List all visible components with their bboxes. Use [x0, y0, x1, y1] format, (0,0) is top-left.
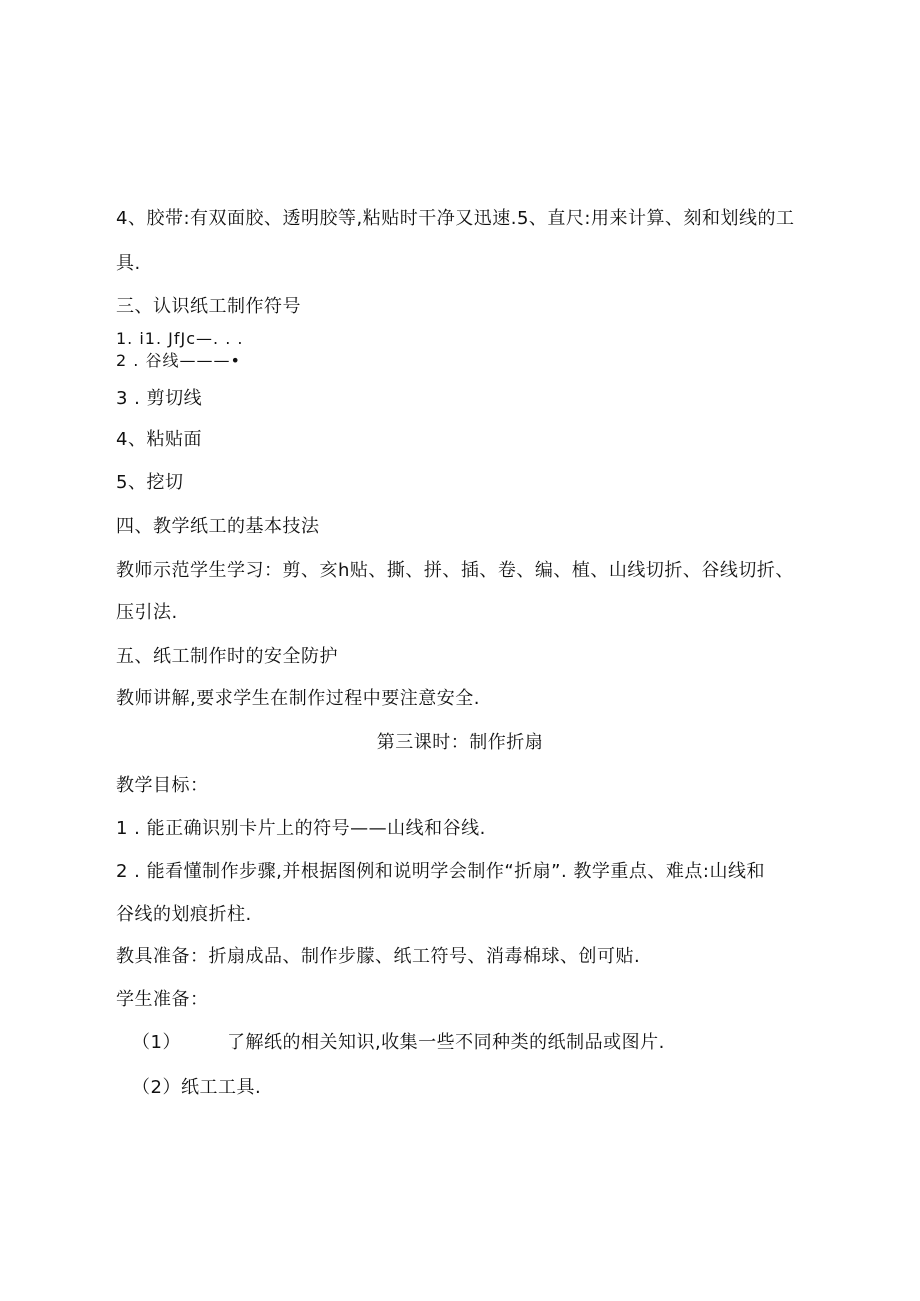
text-line-safety: 教师讲解,要求学生在制作过程中要注意安全.	[116, 688, 480, 709]
section-heading-safety: 五、纸工制作时的安全防护	[116, 646, 338, 667]
list-item-mountain-line: 1. i1. JfJc—. . .	[116, 329, 244, 348]
text-line-tools-end: 具.	[116, 253, 141, 274]
goal-item-1: 1 . 能正确识别卡片上的符号——山线和谷线.	[116, 818, 486, 839]
list-item-cutout: 5、挖切	[116, 472, 184, 493]
text-line-demonstration-end: 压引法.	[116, 602, 178, 623]
list-item-cut-line: 3 . 剪切线	[116, 388, 203, 409]
lesson-title: 第三课时：制作折扇	[376, 732, 544, 753]
section-heading-student-prep: 学生准备：	[116, 989, 209, 1010]
student-prep-item-2: （2）纸工工具.	[132, 1077, 262, 1098]
section-heading-techniques: 四、教学纸工的基本技法	[116, 516, 320, 537]
text-line-demonstration: 教师示范学生学习：剪、亥h贴、撕、拼、插、卷、编、植、山线切折、谷线切折、	[116, 560, 794, 581]
goal-item-2: 2 . 能看懂制作步骤,并根据图例和说明学会制作“折扇”. 教学重点、难点:山线和	[116, 861, 765, 882]
text-line-tape-ruler: 4、胶带:有双面胶、透明胶等,粘贴时干净又迅速.5、直尺:用来计算、刻和划线的工	[116, 208, 795, 229]
item-text: 了解纸的相关知识,收集一些不同种类的纸制品或图片.	[226, 1032, 665, 1053]
list-item-glue-surface: 4、粘贴面	[116, 429, 202, 450]
section-heading-goals: 教学目标：	[116, 775, 209, 796]
text-line-teaching-aids: 教具准备：折扇成品、制作步朦、纸工符号、消毒棉球、创可贴.	[116, 946, 641, 967]
goal-item-2-end: 谷线的划痕折柱.	[116, 904, 252, 925]
student-prep-item-1	[132, 1032, 665, 1054]
item-number: （1）	[132, 1032, 181, 1053]
list-item-valley-line: 2 . 谷线———•	[116, 351, 241, 370]
section-heading-symbols: 三、认识纸工制作符号	[116, 296, 301, 317]
